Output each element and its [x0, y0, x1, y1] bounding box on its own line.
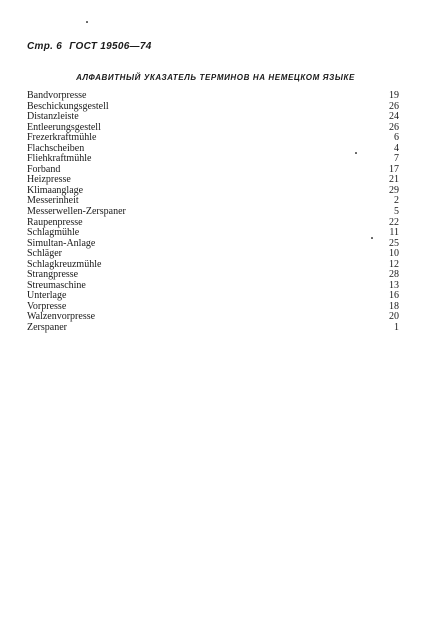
index-entry-term: Vorpresse	[27, 300, 67, 312]
index-entry-term: Strangpresse	[27, 269, 79, 281]
index-entry-term: Schlagmühle	[27, 227, 80, 239]
scan-speck	[86, 21, 88, 23]
index-entry-page: 22	[389, 216, 399, 228]
index-entry	[27, 102, 399, 113]
index-entry-page: 10	[389, 248, 399, 260]
index-entry-term: Frezerkraftmühle	[27, 132, 97, 144]
index-entry	[27, 154, 399, 165]
index-entry-page: 19	[389, 90, 399, 101]
index-entry-term: Forband	[27, 163, 61, 175]
index-entry-page: 11	[389, 227, 399, 239]
index-entry-page: 13	[389, 279, 399, 291]
index-entry-page: 16	[389, 290, 399, 302]
page-number-label: Стр. 6	[27, 41, 63, 52]
index-entry-page: 7	[394, 153, 399, 165]
index-entry-term: Schläger	[27, 248, 62, 260]
index-entry-page: 24	[389, 111, 399, 123]
index-entry-page: 6	[394, 132, 399, 144]
index-entry-page: 21	[389, 174, 399, 186]
index-entry-term: Walzenvorpresse	[27, 311, 96, 323]
scan-speck	[355, 152, 357, 154]
index-entry	[27, 323, 399, 334]
index-entry-page: 20	[389, 311, 399, 323]
index-entry-term: Flachscheiben	[27, 142, 85, 154]
index-entry	[27, 260, 399, 271]
index-entry-term: Bandvorpresse	[27, 90, 87, 101]
index-entry-page: 4	[394, 142, 399, 154]
index-entry-page: 28	[389, 269, 399, 281]
index-entry-page: 2	[394, 195, 399, 207]
standard-designation: ГОСТ 19506—74	[69, 41, 152, 52]
index-title: АЛФАВИТНЫЙ УКАЗАТЕЛЬ ТЕРМИНОВ НА НЕМЕЦКОМ ЯЗЫКЕ	[76, 73, 355, 82]
index-entry-term: Zerspaner	[27, 322, 67, 334]
index-entry-term: Klimaanglage	[27, 184, 84, 196]
index-entry	[27, 165, 399, 176]
index-entry-term: Fliehkraftmühle	[27, 153, 92, 165]
index-entry-page: 18	[389, 300, 399, 312]
index-entry-term: Unterlage	[27, 290, 67, 302]
index-entry-term: Beschickungsgestell	[27, 100, 109, 112]
index-entry	[27, 291, 399, 302]
index-entry-term: Schlagkreuzmühle	[27, 258, 102, 270]
page-header	[27, 41, 156, 52]
index-entry	[27, 91, 399, 102]
index-entry	[27, 239, 399, 250]
index-entry-term: Distanzleiste	[27, 111, 79, 123]
index-entry-term: Heizpresse	[27, 174, 71, 186]
scan-speck	[371, 237, 373, 239]
index-entry-page: 26	[389, 121, 399, 133]
index-entry-term: Raupenpresse	[27, 216, 83, 228]
index-entry-term: Streumaschine	[27, 279, 86, 291]
term-index-list	[27, 91, 399, 334]
index-entry-page: 29	[389, 184, 399, 196]
index-entry-page: 1	[394, 322, 399, 334]
index-entry-term: Simultan-Anlage	[27, 237, 96, 249]
index-entry-page: 26	[389, 100, 399, 112]
index-entry	[27, 281, 399, 292]
index-entry-term: Messerinheit	[27, 195, 79, 207]
index-entry	[27, 312, 399, 323]
index-entry-page: 25	[389, 237, 399, 249]
index-entry-page: 17	[389, 163, 399, 175]
index-entry	[27, 186, 399, 197]
index-entry-term: Messerwellen-Zerspaner	[27, 206, 126, 218]
index-entry-term: Entleerungsgestell	[27, 121, 101, 133]
index-entry-page: 12	[389, 258, 399, 270]
index-entry	[27, 218, 399, 229]
index-entry	[27, 207, 399, 218]
index-entry-page: 5	[394, 206, 399, 218]
